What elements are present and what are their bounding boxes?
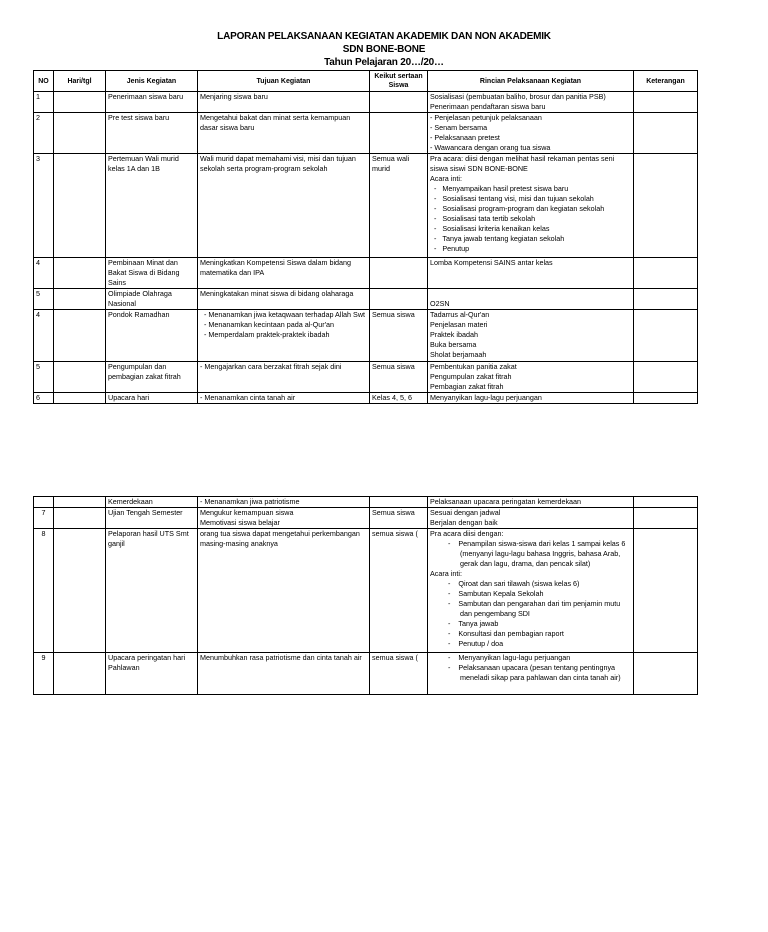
- row-details: O2SN: [428, 289, 634, 310]
- table-row: [34, 653, 698, 695]
- row-date: [54, 310, 106, 362]
- table-row: [34, 289, 698, 310]
- row-goal: Menjaring siswa baru: [198, 92, 370, 113]
- row-details: Pembentukan panitia zakat Pengumpulan zakat fitrah Pembagian zakat fitrah: [428, 362, 634, 393]
- row-activity: Pondok Ramadhan: [106, 310, 198, 362]
- row-date: [54, 92, 106, 113]
- table-row: [34, 92, 698, 113]
- col-header-participation: Keikut sertaan Siswa: [370, 71, 428, 92]
- row-no: 4: [34, 258, 54, 289]
- row-participation: [370, 113, 428, 154]
- row-participation: [370, 92, 428, 113]
- activity-table-page1: [33, 70, 698, 404]
- row-date: [54, 653, 106, 695]
- table-row: [34, 508, 698, 529]
- row-activity: Pre test siswa baru: [106, 113, 198, 154]
- row-goal: Meningkatakan minat siswa di bidang olaharaga: [198, 289, 370, 310]
- row-participation: [370, 497, 428, 508]
- row-participation: semua siswa (: [370, 653, 428, 695]
- row-notes: [634, 310, 698, 362]
- row-date: [54, 497, 106, 508]
- table-row: [34, 529, 698, 653]
- row-no: 7: [34, 508, 54, 529]
- col-header-no: NO: [34, 71, 54, 92]
- school-name: SDN BONE-BONE: [342, 44, 426, 55]
- school-year: Tahun Pelajaran 20…/20…: [324, 57, 444, 68]
- col-header-details: Rincian Pelaksanaan Kegiatan: [428, 71, 634, 92]
- row-no: 2: [34, 113, 54, 154]
- row-participation: Semua siswa: [370, 362, 428, 393]
- row-date: [54, 258, 106, 289]
- row-notes: [634, 393, 698, 404]
- row-details: Sosialisasi (pembuatan baliho, brosur dan panitia PSB) Penerimaan pendaftaran siswa baru: [428, 92, 634, 113]
- row-activity: Kemerdekaan: [106, 497, 198, 508]
- row-details: Menyanyikan lagu-lagu perjuangan: [428, 393, 634, 404]
- row-goal: - Menanamkan jiwa ketaqwaan terhadap Allah Swt - Menanamkan kecintaan pada al-Qur'an - Memperdalam praktek-praktek ibadah: [198, 310, 370, 362]
- row-date: [54, 362, 106, 393]
- row-activity: Pelaporan hasil UTS Smt ganjil: [106, 529, 198, 653]
- row-activity: Olimpiade Olahraga Nasional: [106, 289, 198, 310]
- col-header-date: Hari/tgl: [54, 71, 106, 92]
- row-date: [54, 393, 106, 404]
- row-activity: Pengumpulan dan pembagian zakat fitrah: [106, 362, 198, 393]
- row-participation: semua siswa (: [370, 529, 428, 653]
- row-goal: - Mengajarkan cara berzakat fitrah sejak dini: [198, 362, 370, 393]
- row-participation: Kelas 4, 5, 6: [370, 393, 428, 404]
- row-details: Pelaksanaan upacara peringatan kemerdekaan: [428, 497, 634, 508]
- table-row: [34, 310, 698, 362]
- row-details: Lomba Kompetensi SAINS antar kelas: [428, 258, 634, 289]
- row-no: 1: [34, 92, 54, 113]
- table-row: [34, 113, 698, 154]
- table-row: [34, 258, 698, 289]
- report-title: LAPORAN PELAKSANAAN KEGIATAN AKADEMIK DAN NON AKADEMIK: [217, 31, 551, 42]
- row-no: 5: [34, 289, 54, 310]
- row-details: - Penjelasan petunjuk pelaksanaan - Senam bersama - Pelaksanaan pretest - Wawancara dengan orang tua siswa: [428, 113, 634, 154]
- col-header-activity: Jenis Kegiatan: [106, 71, 198, 92]
- row-no: 6: [34, 393, 54, 404]
- row-notes: [634, 529, 698, 653]
- row-notes: [634, 362, 698, 393]
- row-no: 8: [34, 529, 54, 653]
- row-activity: Pembinaan Minat dan Bakat Siswa di Bidang Sains: [106, 258, 198, 289]
- row-goal: - Menanamkan cinta tanah air: [198, 393, 370, 404]
- row-no: 4: [34, 310, 54, 362]
- row-goal: Mengetahui bakat dan minat serta kemampuan dasar siswa baru: [198, 113, 370, 154]
- row-notes: [634, 154, 698, 258]
- row-activity: Pertemuan Wali murid kelas 1A dan 1B: [106, 154, 198, 258]
- row-participation: [370, 289, 428, 310]
- row-date: [54, 113, 106, 154]
- row-details: Tadarrus al-Qur'an Penjelasan materi Praktek ibadah Buka bersama Sholat berjamaah: [428, 310, 634, 362]
- row-notes: [634, 113, 698, 154]
- table-row: [34, 154, 698, 258]
- row-goal: orang tua siswa dapat mengetahui perkembangan masing-masing anaknya: [198, 529, 370, 653]
- row-details: Sesuai dengan jadwal Berjalan dengan baik: [428, 508, 634, 529]
- table-row: [34, 362, 698, 393]
- row-participation: Semua siswa: [370, 508, 428, 529]
- row-participation: [370, 258, 428, 289]
- activity-table-page2: [33, 496, 698, 695]
- row-goal: Wali murid dapat memahami visi, misi dan tujuan sekolah serta program-program sekolah: [198, 154, 370, 258]
- row-activity: Penerimaan siswa baru: [106, 92, 198, 113]
- row-notes: [634, 289, 698, 310]
- row-no: 5: [34, 362, 54, 393]
- row-participation: Semua siswa: [370, 310, 428, 362]
- col-header-goal: Tujuan Kegiatan: [198, 71, 370, 92]
- row-activity: Upacara hari: [106, 393, 198, 404]
- row-no: 3: [34, 154, 54, 258]
- row-notes: [634, 497, 698, 508]
- row-notes: [634, 258, 698, 289]
- table-row: [34, 393, 698, 404]
- col-header-notes: Keterangan: [634, 71, 698, 92]
- row-no: [34, 497, 54, 508]
- row-notes: [634, 92, 698, 113]
- row-notes: [634, 508, 698, 529]
- row-goal: - Menanamkan jiwa patriotisme: [198, 497, 370, 508]
- row-date: [54, 289, 106, 310]
- row-no: 9: [34, 653, 54, 695]
- row-goal: Meningkatkan Kompetensi Siswa dalam bidang matematika dan IPA: [198, 258, 370, 289]
- row-date: [54, 508, 106, 529]
- row-details: Pra acara: diisi dengan melihat hasil rekaman pentas seni siswa siswi SDN BONE-BONE Acara inti: - Menyampaikan hasil pretest siswa baru - Sosialisasi tentang visi, misi dan tujuan sekolah - Sosialisasi program-program dan kegiatan sekolah - Sosialisasi tata tertib sekolah - Sosialisasi kriteria kenaikan kelas - Tanya jawab tentang kegiatan sekolah - Penutup: [428, 154, 634, 258]
- row-date: [54, 154, 106, 258]
- row-notes: [634, 653, 698, 695]
- row-activity: Upacara peringatan hari Pahlawan: [106, 653, 198, 695]
- row-details: - Menyanyikan lagu-lagu perjuangan - Pelaksanaan upacara (pesan tentang pentingnya meneladi sikap para pahlawan dan cinta tanah air): [428, 653, 634, 695]
- table-header-row: [34, 71, 698, 92]
- row-goal: Mengukur kemampuan siswa Memotivasi siswa belajar: [198, 508, 370, 529]
- row-goal: Menumbuhkan rasa patriotisme dan cinta tanah air: [198, 653, 370, 695]
- row-date: [54, 529, 106, 653]
- table-row: [34, 497, 698, 508]
- row-activity: Ujian Tengah Semester: [106, 508, 198, 529]
- row-participation: Semua wali murid: [370, 154, 428, 258]
- row-details: Pra acara diisi dengan: - Penampilan siswa-siswa dari kelas 1 sampai kelas 6 (menyanyi lagu-lagu bahasa Inggris, bahasa Arab, gerak dan lagu, drama, dan pencak silat) Acara inti: - Qiroat dan sari tilawah (siswa kelas 6) - Sambutan Kepala Sekolah - Sambutan dan pengarahan dari tim penjamin mutu dan pengembang SDI - Tanya jawab - Konsultasi dan pembagian raport - Penutup / doa: [428, 529, 634, 653]
